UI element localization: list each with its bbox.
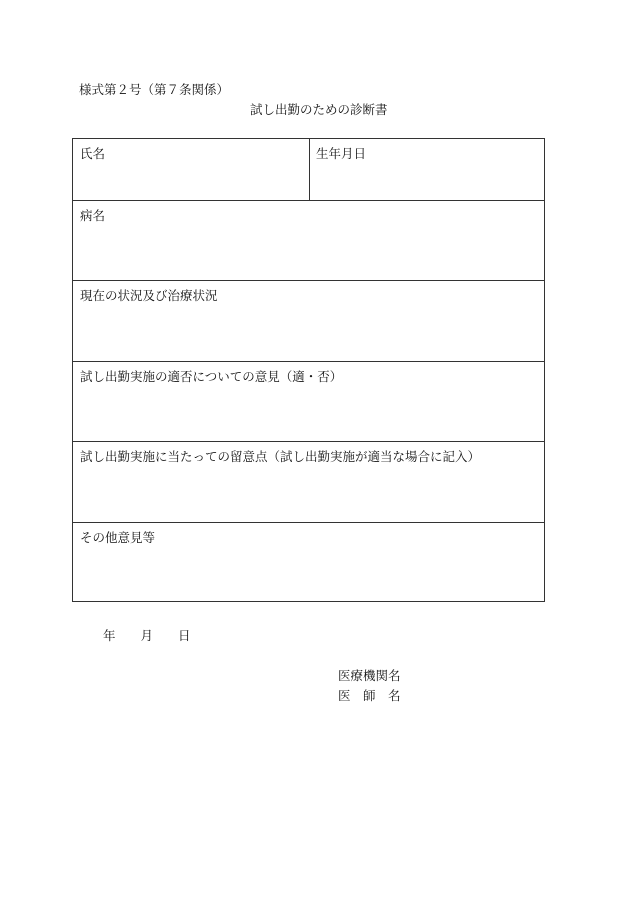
disease-label: 病名: [80, 208, 106, 223]
date-line: [103, 626, 191, 644]
notes-label: 試し出勤実施に当たっての留意点（試し出勤実施が適当な場合に記入）: [80, 449, 481, 464]
document-title: 試し出勤のための診断書: [250, 102, 388, 117]
opinion-row: [73, 361, 544, 441]
date-month: 月: [140, 628, 154, 643]
date-year: 年: [103, 628, 116, 643]
name-label: 氏名: [80, 146, 106, 161]
form-number: 様式第２号（第７条関係）: [79, 82, 230, 97]
notes-row: [73, 441, 544, 522]
doctor-label: 医 師 名: [338, 688, 401, 703]
name-birthdate-row: [73, 139, 544, 200]
date-day: 日: [178, 628, 191, 643]
diagnosis-form-table: [72, 138, 545, 602]
disease-row: [73, 200, 544, 280]
institution-label: 医療機関名: [338, 668, 401, 683]
other-opinion-label: その他意見等: [80, 530, 156, 545]
birthdate-label: 生年月日: [316, 146, 367, 161]
opinion-label: 試し出勤実施の適否についての意見（適・否）: [80, 369, 343, 384]
column-divider: [309, 139, 310, 200]
other-opinion-row: [73, 522, 544, 601]
current-status-row: [73, 280, 544, 361]
current-status-label: 現在の状況及び治療状況: [80, 288, 218, 303]
